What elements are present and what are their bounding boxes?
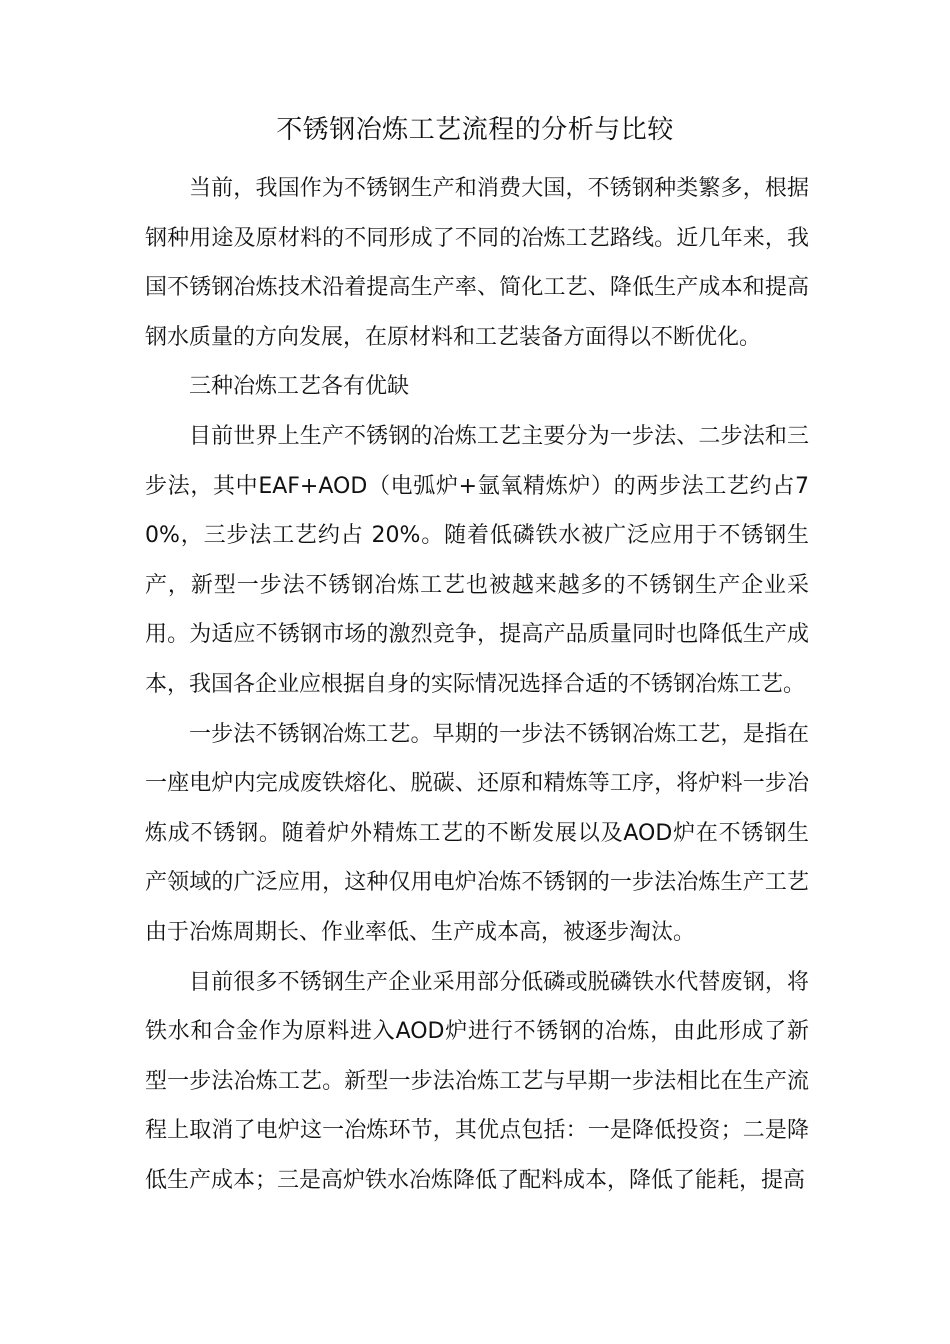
paragraph-one-step-new: 目前很多不锈钢生产企业采用部分低磷或脱磷铁水代替废钢，将铁水和合金作为原料进入AOD炉进行不锈钢的冶炼，由此形成了新型一步法冶炼工艺。新型一步法冶炼工艺与早期一步法相比在生产流程上取消了电炉这一冶炼环节，其优点包括：一是降低投资；二是降低生产成本；三是高炉铁水冶炼降低了配料成本，降低了能耗，提高	[145, 969, 809, 1193]
paragraph-process-overview: 目前世界上生产不锈钢的冶炼工艺主要分为一步法、二步法和三步法，其中EAF+AOD（电弧炉+氩氧精炼炉）的两步法工艺约占70%，三步法工艺约占 20%。随着低磷铁水被广泛应用于不锈钢生产，新型一步法不锈钢冶炼工艺也被越来越多的不锈钢生产企业采用。为适应不锈钢市场的激烈竞争，提高产品质量同时也降低生产成本，我国各企业应根据自身的实际情况选择合适的不锈钢冶炼工艺。	[145, 423, 809, 697]
document-title: 不锈钢冶炼工艺流程的分析与比较	[276, 115, 674, 145]
paragraph-section-heading: 三种冶炼工艺各有优缺	[189, 374, 410, 400]
paragraph-intro: 当前，我国作为不锈钢生产和消费大国，不锈钢种类繁多，根据钢种用途及原材料的不同形成了不同的冶炼工艺路线。近几年来，我国不锈钢冶炼技术沿着提高生产率、简化工艺、降低生产成本和提高钢水质量的方向发展，在原材料和工艺装备方面得以不断优化。	[145, 176, 809, 350]
document-body	[145, 164, 809, 1205]
paragraph-one-step-early: 一步法不锈钢冶炼工艺。早期的一步法不锈钢冶炼工艺，是指在一座电炉内完成废铁熔化、脱碳、还原和精炼等工序，将炉料一步冶炼成不锈钢。随着炉外精炼工艺的不断发展以及AOD炉在不锈钢生产领域的广泛应用，这种仅用电炉冶炼不锈钢的一步法冶炼生产工艺由于冶炼周期长、作业率低、生产成本高，被逐步淘汰。	[145, 721, 809, 945]
